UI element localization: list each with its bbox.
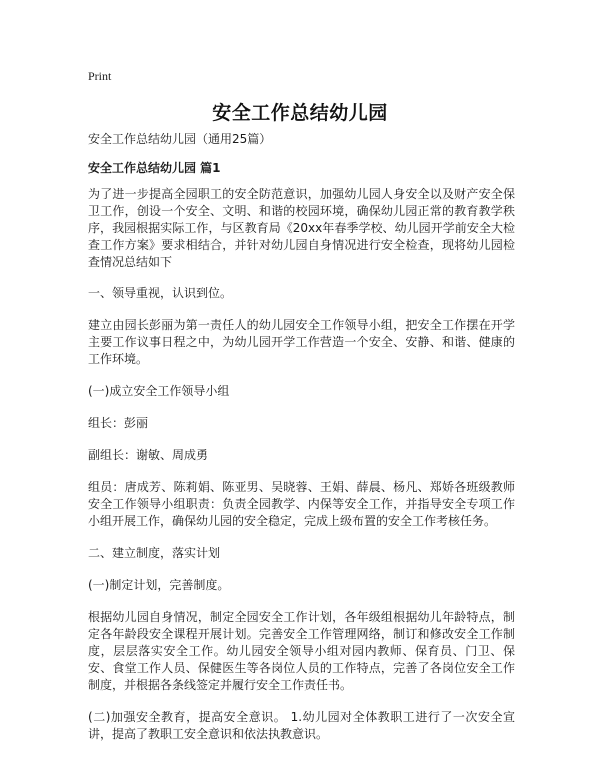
- paragraph: 副组长：谢敏、周成勇: [88, 448, 209, 462]
- paragraph: (一)成立安全工作领导小组: [88, 384, 230, 398]
- print-label: Print: [88, 69, 112, 83]
- paragraph: 根据幼儿园自身情况，制定全园安全工作计划，各年级组根据幼儿年龄特点，制定各年龄段安全课程开展计划。完善安全工作管理网络，制订和修改安全工作制度，层层落实安全工作。幼儿园安全领导小组对园内教师、保育员、门卫、保安、食堂工作人员、保健医生等各岗位人员的工作特点，完善了各岗位安全工作制度，并根据各条线签定并履行安全工作责任书。: [88, 610, 515, 692]
- paragraph: 一、领导重视，认识到位。: [88, 286, 233, 300]
- document-body: [88, 131, 515, 758]
- paragraph: 组长：彭丽: [88, 416, 149, 430]
- paragraph: 组员：唐成芳、陈莉娟、陈亚男、吴晓蓉、王娟、薛晨、杨凡、郑娇各班级教师安全工作领导小组职责：负责全园教学、内保等安全工作，并指导安全专项工作小组开展工作，确保幼儿园的安全稳定，完成上级布置的安全工作考核任务。: [88, 480, 515, 528]
- paragraph: (二)加强安全教育，提高安全意识。 1.幼儿园对全体教职工进行了一次安全宣讲，提高了教职工安全意识和依法执教意识。: [88, 710, 515, 741]
- paragraph: 建立由园长彭丽为第一责任人的幼儿园安全工作领导小组，把安全工作摆在开学主要工作议事日程之中，为幼儿园开学工作营造一个安全、安静、和谐、健康的工作环境。: [88, 318, 515, 366]
- paragraph: 二、建立制度，落实计划: [88, 546, 221, 560]
- paragraph: (一)制定计划，完善制度。: [88, 578, 230, 592]
- document-subtitle: 安全工作总结幼儿园（通用25篇）: [88, 132, 272, 146]
- paragraph: 为了进一步提高全园职工的安全防范意识，加强幼儿园人身安全以及财产安全保卫工作，创设一个安全、文明、和谐的校园环境，确保幼儿园正常的教育教学秩序，我园根据实际工作，与区教育局《20xx年春季学校、幼儿园开学前安全大检查工作方案》要求相结合，并针对幼儿园自身情况进行安全检查，现将幼儿园检查情况总结如下: [88, 187, 515, 269]
- section-heading: 安全工作总结幼儿园 篇1: [88, 161, 221, 175]
- document-title: 安全工作总结幼儿园: [212, 102, 388, 124]
